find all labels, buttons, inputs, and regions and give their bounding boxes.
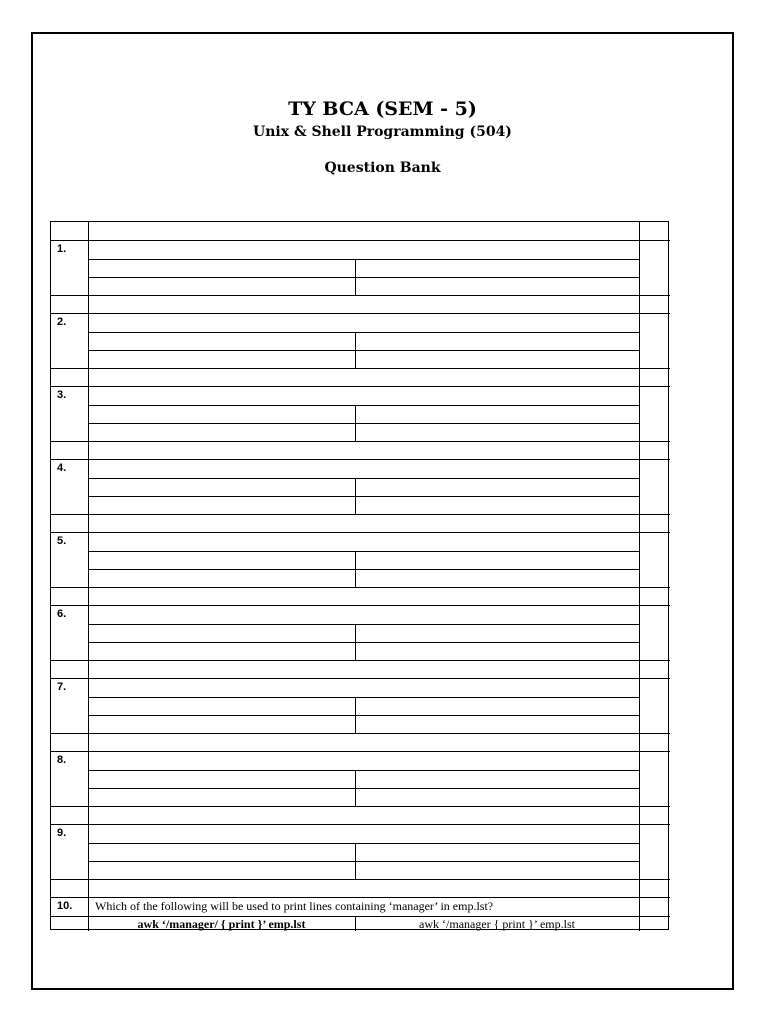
answer-option (355, 277, 639, 294)
table-rule (51, 733, 670, 734)
document-subtitle: Unix & Shell Programming (504) (253, 124, 512, 140)
table-rule (51, 295, 670, 296)
answer-option (88, 551, 355, 568)
table-rule (51, 368, 670, 369)
answer-option (355, 569, 639, 586)
table-rule (51, 313, 670, 314)
answer-option (88, 843, 355, 860)
answer-option (355, 405, 639, 422)
question-number: 3. (57, 389, 67, 401)
answer-option (355, 496, 639, 513)
answer-option (355, 624, 639, 641)
answer-option (355, 259, 639, 276)
answer-option (355, 350, 639, 367)
question-number: 9. (57, 827, 67, 839)
answer-option (88, 259, 355, 276)
answer-option (355, 423, 639, 440)
answer-option (88, 423, 355, 440)
answer-option (88, 277, 355, 294)
answer-option (88, 624, 355, 641)
answer-option (355, 332, 639, 349)
document-heading: Question Bank (324, 160, 441, 176)
question-number: 8. (57, 754, 67, 766)
answer-option (355, 843, 639, 860)
answer-option (355, 788, 639, 805)
table-rule (51, 660, 670, 661)
table-rule (51, 386, 670, 387)
table-rule (51, 514, 670, 515)
question-number: 2. (57, 316, 67, 328)
answer-option (355, 478, 639, 495)
answer-option: awk ‘/manager { print }’ emp.lst (419, 917, 575, 931)
answer-option (88, 861, 355, 878)
answer-option (355, 642, 639, 659)
answer-option (88, 715, 355, 732)
answer-option (355, 770, 639, 787)
answer-option (88, 496, 355, 513)
table-rule (51, 240, 670, 241)
table-rule (51, 824, 670, 825)
document-title: TY BCA (SEM - 5) (288, 98, 477, 120)
answer-option (355, 861, 639, 878)
question-number: 10. (57, 900, 73, 912)
question-number: 6. (57, 608, 67, 620)
table-rule (51, 459, 670, 460)
answer-option (88, 405, 355, 422)
answer-option (88, 478, 355, 495)
question-number: 4. (57, 462, 67, 474)
question-number: 1. (57, 243, 67, 255)
question-number: 7. (57, 681, 67, 693)
table-rule (51, 879, 670, 880)
table-rule (51, 678, 670, 679)
answer-option (88, 788, 355, 805)
answer-option: awk ‘/manager/ { print }’ emp.lst (137, 917, 306, 931)
table-rule (51, 441, 670, 442)
answer-option (88, 697, 355, 714)
answer-option (88, 332, 355, 349)
answer-option (88, 770, 355, 787)
question-table (50, 221, 669, 930)
question-text: Which of the following will be used to print lines containing ‘manager’ in emp.lst? (95, 899, 494, 913)
answer-option (88, 350, 355, 367)
answer-option (355, 697, 639, 714)
question-number: 5. (57, 535, 67, 547)
answer-option (88, 569, 355, 586)
table-rule (51, 587, 670, 588)
table-rule (51, 532, 670, 533)
table-rule (51, 806, 670, 807)
question-bank-page (31, 32, 734, 990)
table-rule (51, 751, 670, 752)
answer-option (88, 642, 355, 659)
answer-option (355, 551, 639, 568)
table-rule (51, 605, 670, 606)
answer-option (355, 715, 639, 732)
